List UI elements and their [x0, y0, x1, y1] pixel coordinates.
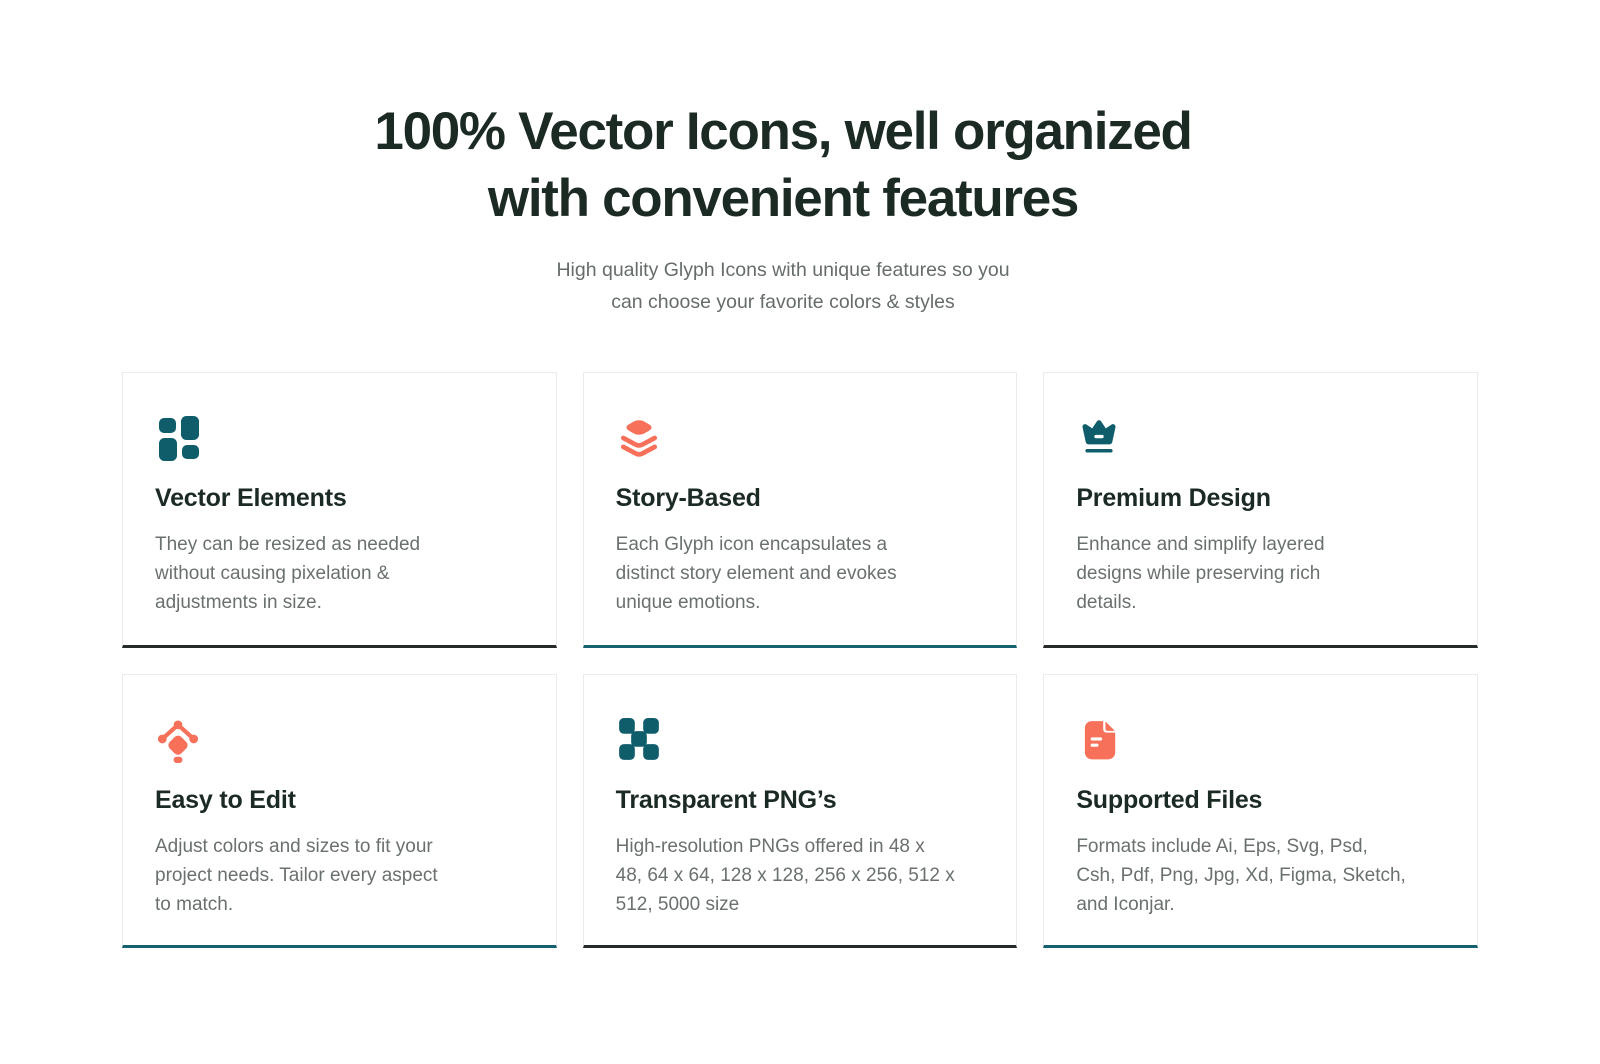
- feature-card-vector-elements: [122, 372, 557, 648]
- card-description-line: Csh, Pdf, Png, Jpg, Xd, Figma, Sketch,: [1076, 865, 1406, 886]
- card-description-line: and Iconjar.: [1076, 894, 1175, 915]
- card-description-line: They can be resized as needed: [155, 534, 421, 555]
- card-description-line: without causing pixelation &: [155, 563, 390, 584]
- card-title: Premium Design: [1076, 484, 1271, 512]
- feature-card-story-based: [583, 372, 1018, 648]
- feature-card-supported-files: [1043, 674, 1478, 948]
- subtitle-line-1: High quality Glyph Icons with unique features so you: [556, 259, 1010, 281]
- checker-squares-icon: [616, 717, 662, 763]
- card-description: [155, 530, 524, 617]
- crown-icon: [1076, 415, 1122, 461]
- card-description: [616, 530, 985, 617]
- card-description-line: to match.: [155, 894, 234, 915]
- card-description-line: Adjust colors and sizes to fit your: [155, 836, 433, 857]
- feature-card-grid: [122, 372, 1478, 948]
- card-description-line: details.: [1076, 592, 1137, 613]
- card-title: Story-Based: [615, 484, 761, 512]
- card-description-line: designs while preserving rich: [1076, 563, 1321, 584]
- section-header: [0, 98, 1583, 318]
- card-description-line: Formats include Ai, Eps, Svg, Psd,: [1076, 836, 1368, 857]
- card-title: Supported Files: [1076, 786, 1263, 814]
- card-description-line: 512, 5000 size: [615, 894, 740, 915]
- card-description-line: 48, 64 x 64, 128 x 128, 256 x 256, 512 x: [615, 865, 955, 886]
- feature-card-premium-design: [1043, 372, 1478, 648]
- card-title: Easy to Edit: [155, 786, 296, 814]
- card-description-line: distinct story element and evokes: [615, 563, 897, 584]
- vector-elements-icon: [155, 415, 201, 461]
- card-description: [155, 832, 524, 919]
- card-description-line: unique emotions.: [615, 592, 761, 613]
- card-description-line: project needs. Tailor every aspect: [155, 865, 438, 886]
- title-line-1: 100% Vector Icons, well organized: [374, 102, 1192, 161]
- card-description-line: High-resolution PNGs offered in 48 x: [615, 836, 925, 857]
- title-line-2: with convenient features: [487, 169, 1079, 228]
- feature-card-easy-to-edit: [122, 674, 557, 948]
- feature-card-transparent-pngs: [583, 674, 1018, 948]
- card-description: [616, 832, 985, 919]
- section-subtitle: [0, 254, 1583, 318]
- card-title: Vector Elements: [155, 484, 347, 512]
- page-title: [0, 98, 1583, 232]
- card-description: [1076, 530, 1445, 617]
- subtitle-line-2: can choose your favorite colors & styles: [611, 291, 955, 313]
- card-title: Transparent PNG’s: [615, 786, 837, 814]
- card-description: [1076, 832, 1445, 919]
- card-description-line: adjustments in size.: [155, 592, 322, 613]
- card-description-line: Each Glyph icon encapsulates a: [615, 534, 888, 555]
- layers-stack-icon: [616, 415, 662, 461]
- card-description-line: Enhance and simplify layered: [1076, 534, 1325, 555]
- document-file-icon: [1076, 717, 1122, 763]
- bezier-anchor-icon: [155, 717, 201, 763]
